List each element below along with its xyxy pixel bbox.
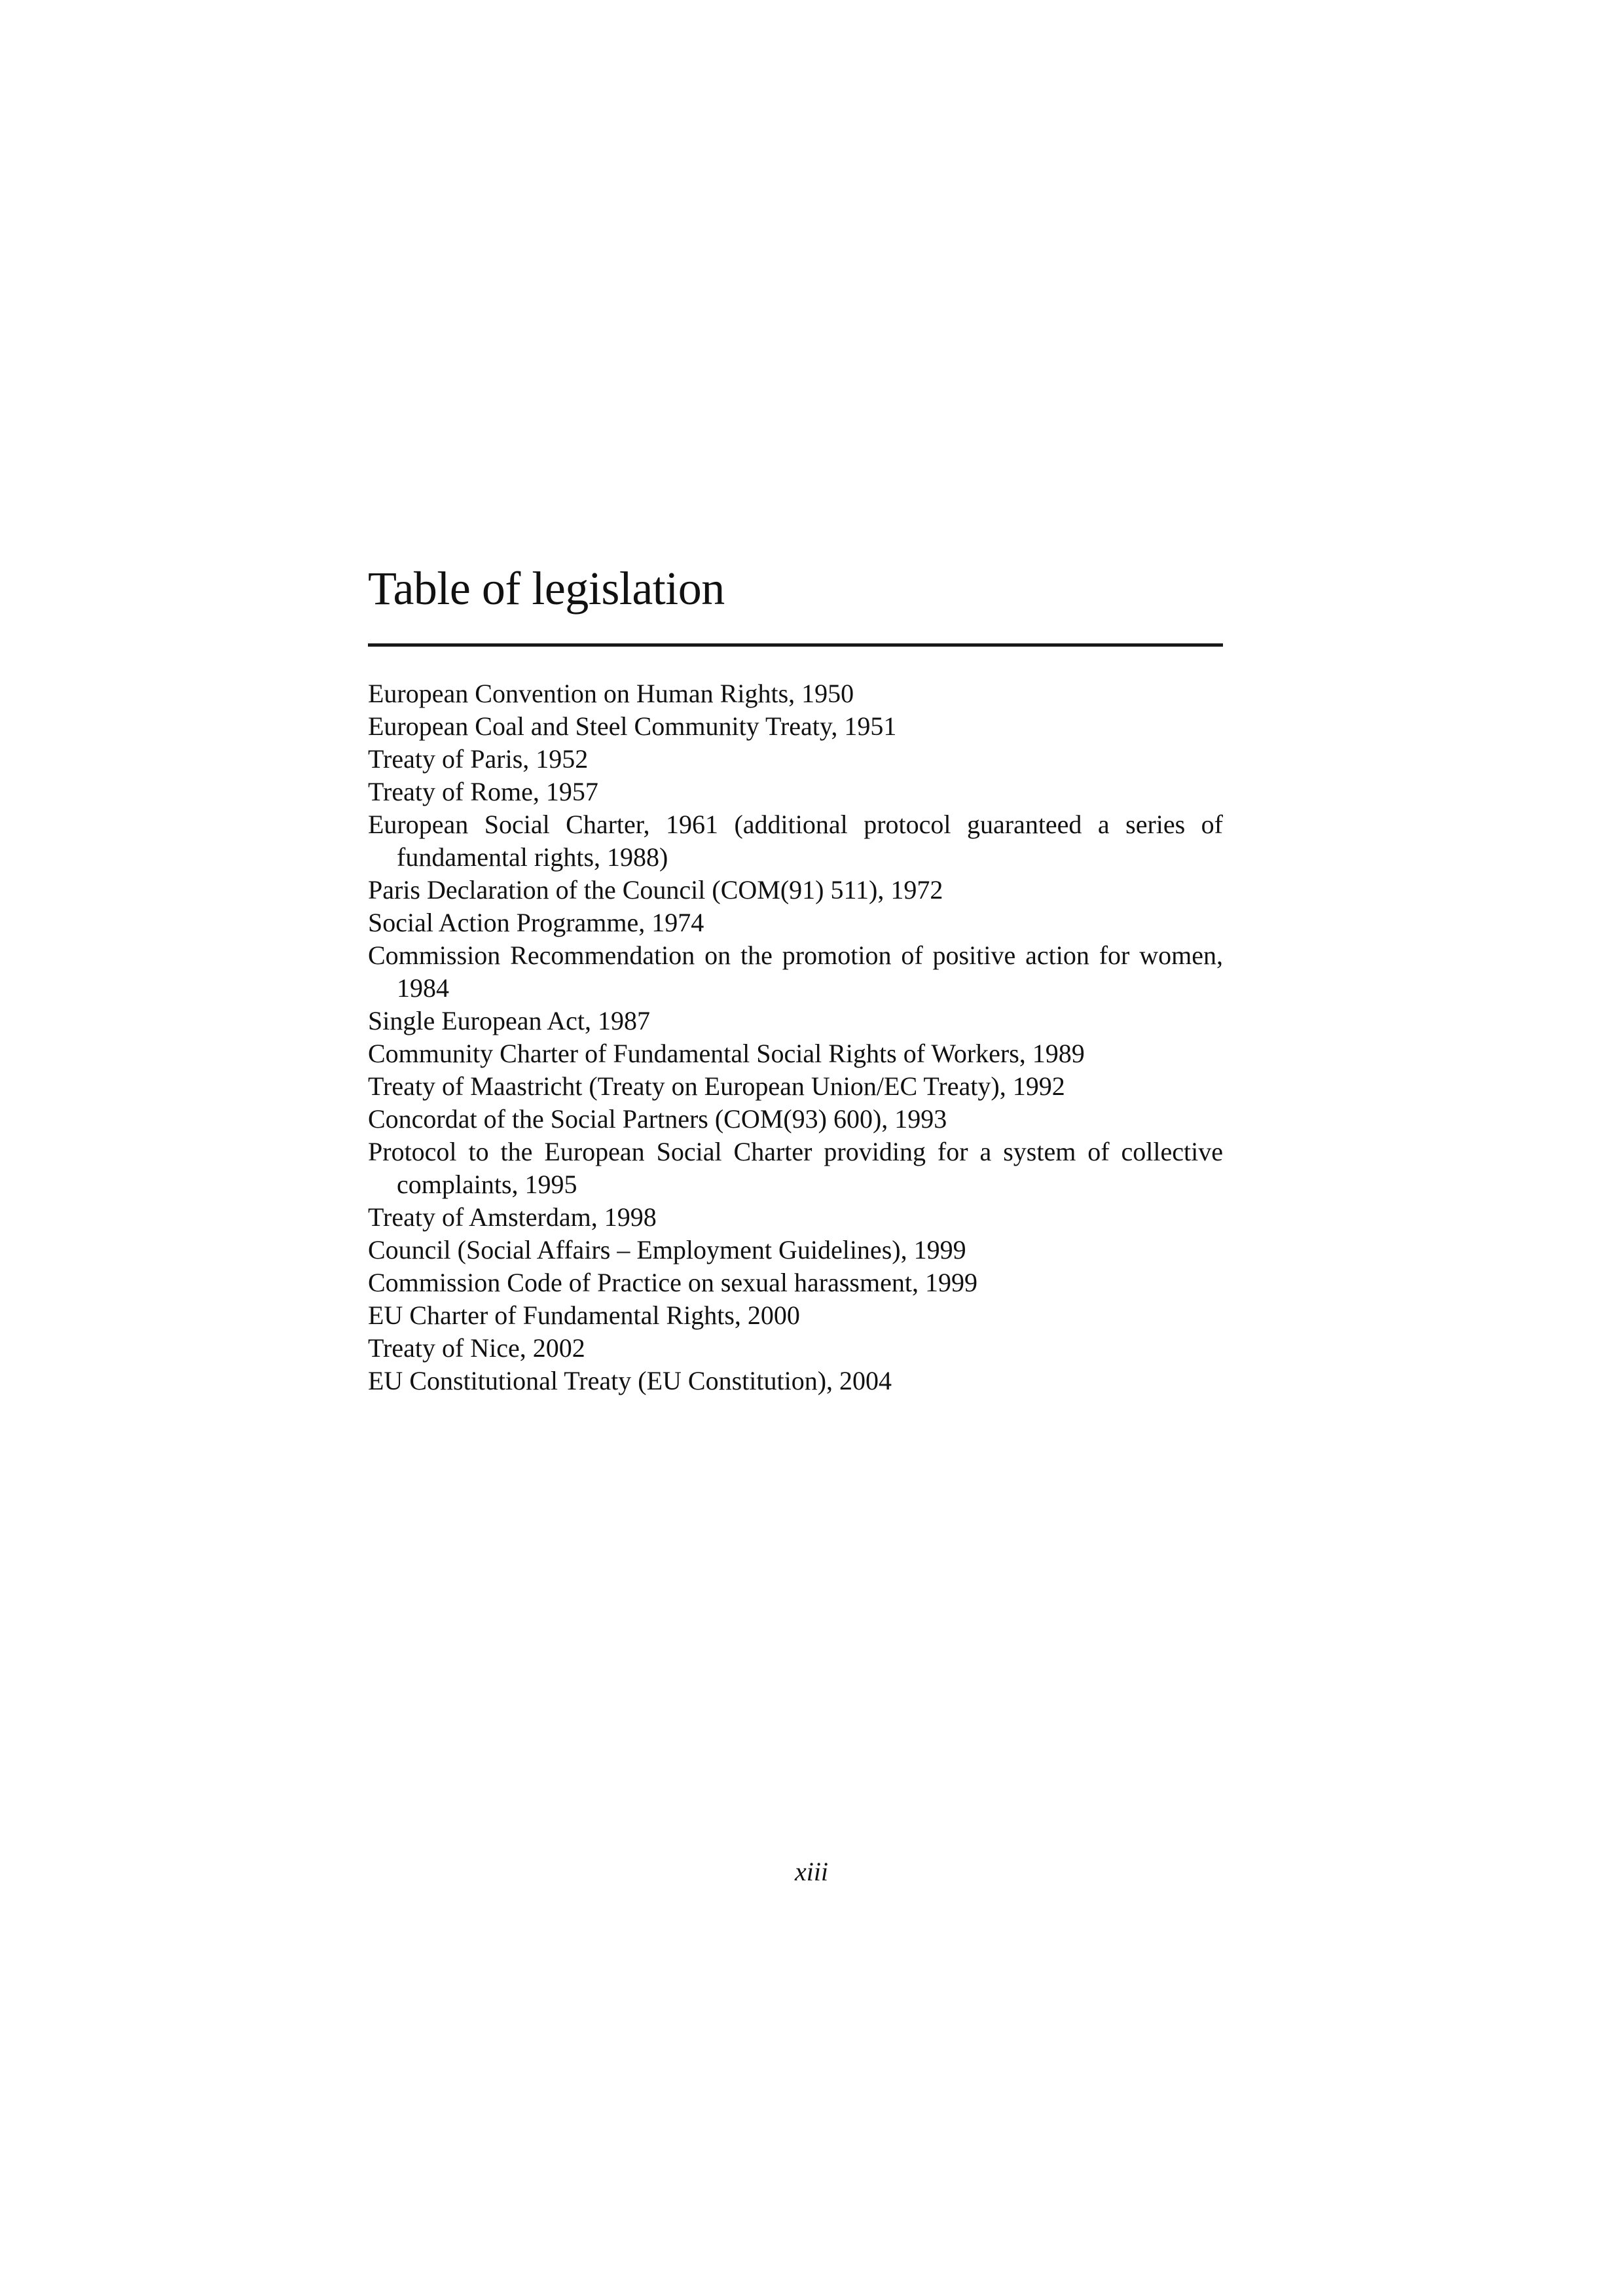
legislation-item: European Coal and Steel Community Treaty, 1951: [368, 711, 897, 742]
legislation-item: European Social Charter, 1961 (additional protocol guaranteed a series of fundamental rights, 1988): [368, 810, 1223, 872]
legislation-item: EU Charter of Fundamental Rights, 2000: [368, 1300, 800, 1331]
page-title: Table of legislation: [368, 562, 725, 615]
title-divider: [368, 643, 1223, 647]
legislation-item: Council (Social Affairs – Employment Guidelines), 1999: [368, 1235, 966, 1265]
page-number: xiii: [794, 1857, 829, 1886]
legislation-item: European Convention on Human Rights, 1950: [368, 679, 854, 709]
legislation-item: Community Charter of Fundamental Social Rights of Workers, 1989: [368, 1039, 1085, 1069]
legislation-item: Social Action Programme, 1974: [368, 908, 704, 938]
legislation-list: [368, 677, 1223, 1397]
legislation-item: Concordat of the Social Partners (COM(93) 600), 1993: [368, 1104, 947, 1134]
legislation-item: EU Constitutional Treaty (EU Constitution), 2004: [368, 1366, 892, 1396]
page-content: [368, 563, 1223, 1397]
legislation-item: Treaty of Maastricht (Treaty on European Union/EC Treaty), 1992: [368, 1071, 1065, 1102]
legislation-item: Treaty of Nice, 2002: [368, 1333, 585, 1363]
legislation-item: Paris Declaration of the Council (COM(91) 511), 1972: [368, 875, 943, 905]
legislation-item: Treaty of Rome, 1957: [368, 777, 598, 807]
legislation-item: Treaty of Amsterdam, 1998: [368, 1202, 657, 1232]
legislation-item: Treaty of Paris, 1952: [368, 744, 589, 774]
legislation-item: Protocol to the European Social Charter providing for a system of collective complaints, 1995: [368, 1137, 1223, 1200]
legislation-item: Commission Code of Practice on sexual harassment, 1999: [368, 1268, 977, 1298]
legislation-item: Single European Act, 1987: [368, 1006, 651, 1036]
legislation-item: Commission Recommendation on the promotion of positive action for women, 1984: [368, 941, 1223, 1003]
